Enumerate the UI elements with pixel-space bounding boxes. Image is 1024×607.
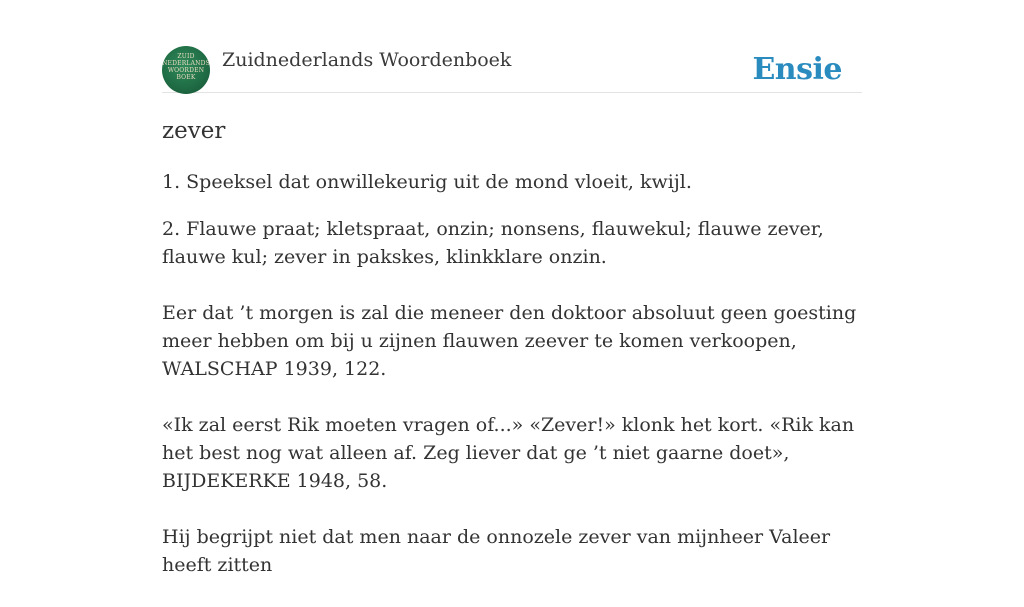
ensie-brand-logo[interactable]: Ensie bbox=[752, 52, 842, 87]
page-title: zever bbox=[162, 118, 226, 144]
quote-3: Hij begrijpt niet dat men naar de onnozele zever van mijnheer Valeer heeft zitten bbox=[162, 526, 831, 576]
definition-1: 1. Speeksel dat onwillekeurig uit de mond vloeit, kwijl. bbox=[162, 171, 692, 193]
dictionary-logo[interactable] bbox=[162, 46, 210, 94]
quote-1: Eer dat ’t morgen is zal die meneer den doktoor absoluut geen goesting meer hebben om bij u zijnen flauwen zeever te komen verkoopen, WALSCHAP 1939, 122. bbox=[162, 302, 857, 380]
site-title[interactable]: Zuidnederlands Woordenboek bbox=[222, 49, 512, 71]
definition-2: 2. Flauwe praat; kletspraat, onzin; nonsens, flauwekul; flauwe zever, flauwe kul; zever in pakskes, klinkklare onzin. bbox=[162, 218, 824, 268]
entry-content bbox=[162, 168, 862, 607]
logo-text: ZUID NEDERLANDS WOORDEN BOEK bbox=[162, 53, 210, 81]
quote-2: «Ik zal eerst Rik moeten vragen of...» «Zever!» klonk het kort. «Rik kan het best nog wat alleen af. Zeg liever dat ge ’t niet gaarne doet», BIJDEKERKE 1948, 58. bbox=[162, 414, 855, 492]
page bbox=[162, 0, 862, 576]
header bbox=[162, 46, 862, 93]
